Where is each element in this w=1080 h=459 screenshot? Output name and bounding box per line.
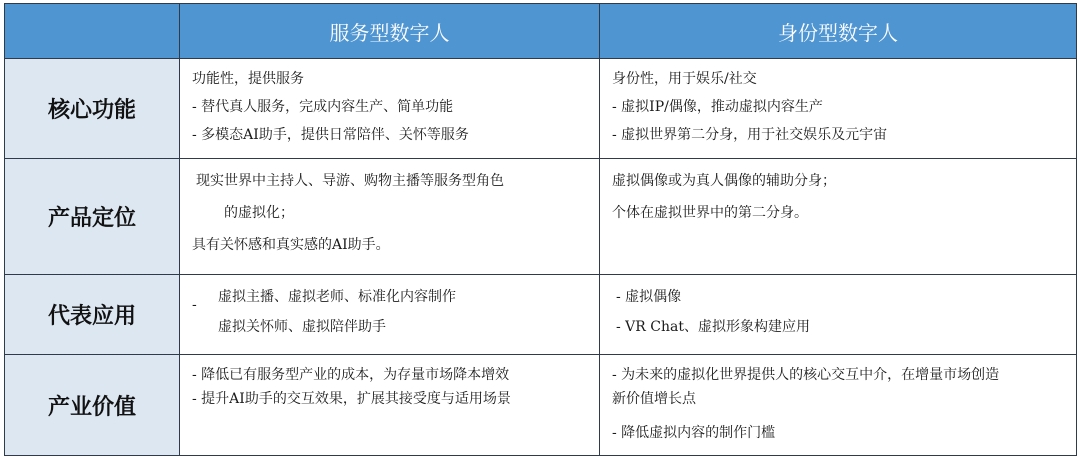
cell-line: 功能性，提供服务 <box>192 71 304 87</box>
cell-line: 新价值增长点 <box>612 391 696 407</box>
cell-line: - 提升AI助手的交互效果，扩展其接受度与适用场景 <box>192 391 511 407</box>
cell-industry-value-service <box>180 355 600 456</box>
cell-line: - 虚拟偶像 <box>616 289 682 305</box>
cell-line: - 降低虚拟内容的制作门槛 <box>612 425 776 441</box>
table-row <box>5 59 1077 159</box>
cell-line: 具有关怀感和真实感的AI助手。 <box>192 237 390 253</box>
cell-line-text: 虚拟主播、虚拟老师、标准化内容制作 <box>218 289 456 305</box>
cell-line: 身份性，用于娱乐/社交 <box>612 71 757 87</box>
cell-line: - VR Chat、虚拟形象构建应用 <box>616 319 810 335</box>
header-corner <box>5 4 180 59</box>
cell-line: - 为未来的虚拟化世界提供人的核心交互中介，在增量市场创造 <box>612 367 1000 383</box>
row-label-applications: 代表应用 <box>5 275 180 355</box>
cell-line: 的虚拟化； <box>224 205 294 221</box>
header-identity-type: 身份型数字人 <box>600 4 1077 59</box>
row-label-positioning: 产品定位 <box>5 159 180 275</box>
cell-line <box>192 283 599 311</box>
header-service-type: 服务型数字人 <box>180 4 600 59</box>
cell-line: 个体在虚拟世界中的第二分身。 <box>612 205 808 221</box>
cell-line: 现实世界中主持人、导游、购物主播等服务型角色 <box>196 173 504 189</box>
comparison-table <box>4 3 1077 456</box>
cell-line: - 降低已有服务型产业的成本，为存量市场降本增效 <box>192 367 510 383</box>
table-row <box>5 355 1077 456</box>
table-row <box>5 275 1077 355</box>
cell-applications-service <box>180 275 600 355</box>
cell-applications-identity <box>600 275 1077 355</box>
cell-line: - 替代真人服务，完成内容生产、简单功能 <box>192 99 454 115</box>
cell-core-function-identity <box>600 59 1077 159</box>
cell-line: - 多模态AI助手，提供日常陪伴、关怀等服务 <box>192 127 469 143</box>
cell-line: - 虚拟IP/偶像，推动虚拟内容生产 <box>612 99 823 115</box>
cell-positioning-service <box>180 159 600 275</box>
cell-industry-value-identity <box>600 355 1077 456</box>
header-row <box>5 4 1077 59</box>
cell-line: - 虚拟世界第二分身，用于社交娱乐及元宇宙 <box>612 127 888 143</box>
cell-line: 虚拟关怀师、虚拟陪伴助手 <box>218 319 386 335</box>
row-label-core-function: 核心功能 <box>5 59 180 159</box>
cell-line: 虚拟偶像或为真人偶像的辅助分身； <box>612 173 836 189</box>
row-label-industry-value: 产业价值 <box>5 355 180 456</box>
cell-positioning-identity <box>600 159 1077 275</box>
dash-marker: - <box>192 297 197 313</box>
table-row <box>5 159 1077 275</box>
cell-core-function-service <box>180 59 600 159</box>
